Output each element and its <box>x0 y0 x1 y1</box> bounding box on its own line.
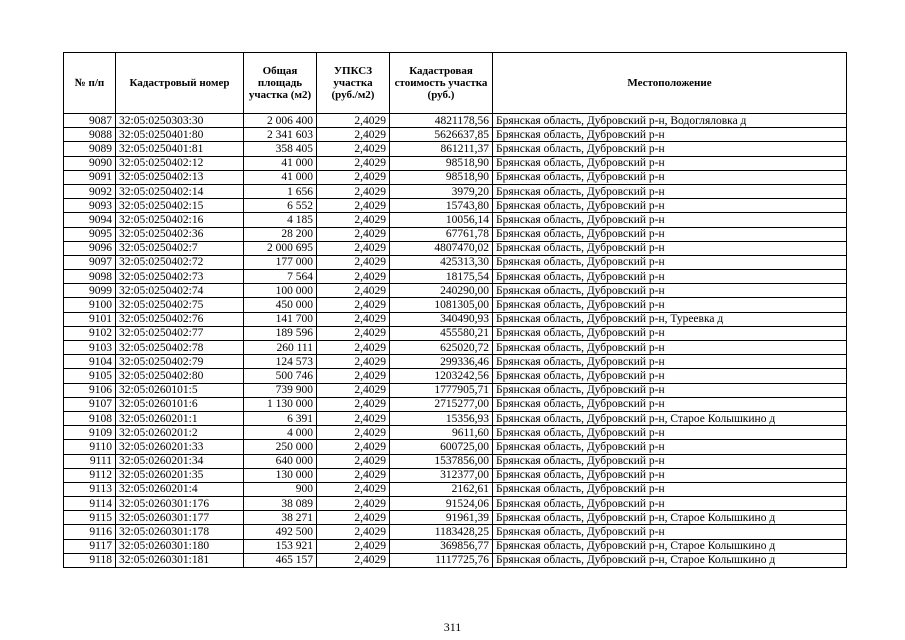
cell-cadastral-number: 32:05:0250303:30 <box>116 114 244 128</box>
header-cadastral-number: Кадастровый номер <box>116 53 244 114</box>
cell-location: Брянская область, Дубровский р-н, Старое Колышкино д <box>493 411 847 425</box>
cell-area: 640 000 <box>244 454 317 468</box>
table-row <box>64 539 847 553</box>
cell-row-number: 9101 <box>64 312 116 326</box>
cell-upksz: 2,4029 <box>317 369 390 383</box>
cell-location: Брянская область, Дубровский р-н <box>493 255 847 269</box>
cell-location: Брянская область, Дубровский р-н <box>493 326 847 340</box>
cell-location: Брянская область, Дубровский р-н <box>493 397 847 411</box>
cell-location: Брянская область, Дубровский р-н <box>493 241 847 255</box>
cell-location: Брянская область, Дубровский р-н <box>493 369 847 383</box>
cell-upksz: 2,4029 <box>317 114 390 128</box>
cell-cadastral-cost: 18175,54 <box>390 270 493 284</box>
table-row <box>64 454 847 468</box>
cell-cadastral-number: 32:05:0250402:76 <box>116 312 244 326</box>
cell-row-number: 9113 <box>64 482 116 496</box>
cell-row-number: 9107 <box>64 397 116 411</box>
cell-upksz: 2,4029 <box>317 199 390 213</box>
cell-upksz: 2,4029 <box>317 454 390 468</box>
table-row <box>64 284 847 298</box>
cell-row-number: 9108 <box>64 411 116 425</box>
cell-area: 28 200 <box>244 227 317 241</box>
cell-upksz: 2,4029 <box>317 241 390 255</box>
cell-cadastral-cost: 2715277,00 <box>390 397 493 411</box>
table-row <box>64 213 847 227</box>
table-row <box>64 411 847 425</box>
cell-cadastral-cost: 425313,30 <box>390 255 493 269</box>
cell-cadastral-cost: 9611,60 <box>390 426 493 440</box>
cell-upksz: 2,4029 <box>317 411 390 425</box>
cell-location: Брянская область, Дубровский р-н <box>493 482 847 496</box>
cell-upksz: 2,4029 <box>317 184 390 198</box>
cell-area: 6 391 <box>244 411 317 425</box>
cell-area: 1 656 <box>244 184 317 198</box>
cell-cadastral-number: 32:05:0260301:176 <box>116 497 244 511</box>
cell-row-number: 9111 <box>64 454 116 468</box>
cell-row-number: 9092 <box>64 184 116 198</box>
table-row <box>64 241 847 255</box>
table-row <box>64 397 847 411</box>
cell-cadastral-number: 32:05:0250402:36 <box>116 227 244 241</box>
cell-cadastral-cost: 98518,90 <box>390 170 493 184</box>
cell-cadastral-number: 32:05:0260201:4 <box>116 482 244 496</box>
cell-cadastral-cost: 1203242,56 <box>390 369 493 383</box>
cell-cadastral-cost: 312377,00 <box>390 468 493 482</box>
cell-upksz: 2,4029 <box>317 312 390 326</box>
cell-row-number: 9098 <box>64 270 116 284</box>
table-row <box>64 156 847 170</box>
cell-area: 492 500 <box>244 525 317 539</box>
table-body <box>64 114 847 568</box>
cell-cadastral-number: 32:05:0260301:177 <box>116 511 244 525</box>
cell-cadastral-cost: 15356,93 <box>390 411 493 425</box>
cell-row-number: 9110 <box>64 440 116 454</box>
cell-upksz: 2,4029 <box>317 298 390 312</box>
cell-row-number: 9096 <box>64 241 116 255</box>
cell-cadastral-cost: 1081305,00 <box>390 298 493 312</box>
table-row <box>64 525 847 539</box>
cell-upksz: 2,4029 <box>317 284 390 298</box>
cell-cadastral-number: 32:05:0260301:180 <box>116 539 244 553</box>
cell-area: 500 746 <box>244 369 317 383</box>
cell-upksz: 2,4029 <box>317 553 390 567</box>
cell-cadastral-number: 32:05:0250402:75 <box>116 298 244 312</box>
cell-row-number: 9112 <box>64 468 116 482</box>
table-row <box>64 312 847 326</box>
cell-location: Брянская область, Дубровский р-н <box>493 170 847 184</box>
cell-upksz: 2,4029 <box>317 383 390 397</box>
cell-area: 450 000 <box>244 298 317 312</box>
cell-location: Брянская область, Дубровский р-н <box>493 298 847 312</box>
table-row <box>64 270 847 284</box>
cell-row-number: 9117 <box>64 539 116 553</box>
cell-row-number: 9091 <box>64 170 116 184</box>
cell-cadastral-number: 32:05:0260201:34 <box>116 454 244 468</box>
page-number: 311 <box>443 620 462 634</box>
cell-cadastral-number: 32:05:0260301:178 <box>116 525 244 539</box>
cell-cadastral-cost: 625020,72 <box>390 341 493 355</box>
cell-cadastral-number: 32:05:0250402:73 <box>116 270 244 284</box>
cell-upksz: 2,4029 <box>317 227 390 241</box>
cell-upksz: 2,4029 <box>317 341 390 355</box>
cell-cadastral-cost: 299336,46 <box>390 355 493 369</box>
cell-area: 900 <box>244 482 317 496</box>
cell-cadastral-number: 32:05:0250402:78 <box>116 341 244 355</box>
cell-cadastral-number: 32:05:0250402:15 <box>116 199 244 213</box>
cell-location: Брянская область, Дубровский р-н <box>493 383 847 397</box>
cell-cadastral-number: 32:05:0250401:80 <box>116 128 244 142</box>
cell-cadastral-number: 32:05:0250402:13 <box>116 170 244 184</box>
cell-location: Брянская область, Дубровский р-н <box>493 227 847 241</box>
header-location: Местоположение <box>493 53 847 114</box>
cell-row-number: 9116 <box>64 525 116 539</box>
cell-row-number: 9090 <box>64 156 116 170</box>
cell-row-number: 9115 <box>64 511 116 525</box>
cell-upksz: 2,4029 <box>317 539 390 553</box>
cell-cadastral-cost: 1183428,25 <box>390 525 493 539</box>
cell-area: 2 000 695 <box>244 241 317 255</box>
cell-area: 739 900 <box>244 383 317 397</box>
cell-row-number: 9103 <box>64 341 116 355</box>
cell-area: 41 000 <box>244 170 317 184</box>
table-row <box>64 170 847 184</box>
cell-row-number: 9099 <box>64 284 116 298</box>
cell-upksz: 2,4029 <box>317 482 390 496</box>
cell-row-number: 9094 <box>64 213 116 227</box>
cell-row-number: 9109 <box>64 426 116 440</box>
cell-location: Брянская область, Дубровский р-н <box>493 355 847 369</box>
cell-cadastral-cost: 455580,21 <box>390 326 493 340</box>
cadastral-table <box>63 52 847 568</box>
table-row <box>64 128 847 142</box>
cell-cadastral-cost: 98518,90 <box>390 156 493 170</box>
cell-upksz: 2,4029 <box>317 142 390 156</box>
table-row <box>64 298 847 312</box>
cell-area: 358 405 <box>244 142 317 156</box>
table-row <box>64 440 847 454</box>
cell-cadastral-cost: 15743,80 <box>390 199 493 213</box>
cell-cadastral-cost: 5626637,85 <box>390 128 493 142</box>
table-row <box>64 553 847 567</box>
cell-cadastral-cost: 3979,20 <box>390 184 493 198</box>
cell-cadastral-cost: 1777905,71 <box>390 383 493 397</box>
cell-upksz: 2,4029 <box>317 426 390 440</box>
cell-location: Брянская область, Дубровский р-н <box>493 156 847 170</box>
cell-upksz: 2,4029 <box>317 255 390 269</box>
table-row <box>64 482 847 496</box>
cell-area: 1 130 000 <box>244 397 317 411</box>
cell-cadastral-cost: 4821178,56 <box>390 114 493 128</box>
cell-cadastral-number: 32:05:0260101:6 <box>116 397 244 411</box>
cell-area: 41 000 <box>244 156 317 170</box>
cell-cadastral-number: 32:05:0250402:80 <box>116 369 244 383</box>
table-row <box>64 426 847 440</box>
table-row <box>64 227 847 241</box>
cell-cadastral-number: 32:05:0250402:72 <box>116 255 244 269</box>
cell-location: Брянская область, Дубровский р-н <box>493 341 847 355</box>
cell-cadastral-number: 32:05:0260201:2 <box>116 426 244 440</box>
cell-location: Брянская область, Дубровский р-н, Старое Колышкино д <box>493 553 847 567</box>
cell-area: 250 000 <box>244 440 317 454</box>
cell-area: 4 000 <box>244 426 317 440</box>
cell-row-number: 9097 <box>64 255 116 269</box>
header-num: № п/п <box>64 53 116 114</box>
cell-cadastral-number: 32:05:0250402:16 <box>116 213 244 227</box>
cell-upksz: 2,4029 <box>317 170 390 184</box>
header-cadastral-cost: Кадастровая стоимость участка (руб.) <box>390 53 493 114</box>
cell-cadastral-cost: 91961,39 <box>390 511 493 525</box>
cell-location: Брянская область, Дубровский р-н, Туреевка д <box>493 312 847 326</box>
table-row <box>64 369 847 383</box>
cell-location: Брянская область, Дубровский р-н <box>493 213 847 227</box>
cell-upksz: 2,4029 <box>317 468 390 482</box>
cell-cadastral-cost: 340490,93 <box>390 312 493 326</box>
cell-location: Брянская область, Дубровский р-н <box>493 199 847 213</box>
cell-area: 177 000 <box>244 255 317 269</box>
table-row <box>64 184 847 198</box>
cell-area: 130 000 <box>244 468 317 482</box>
cell-area: 4 185 <box>244 213 317 227</box>
cell-upksz: 2,4029 <box>317 156 390 170</box>
cell-row-number: 9102 <box>64 326 116 340</box>
cell-cadastral-number: 32:05:0260201:35 <box>116 468 244 482</box>
cell-area: 6 552 <box>244 199 317 213</box>
cell-location: Брянская область, Дубровский р-н <box>493 497 847 511</box>
cell-location: Брянская область, Дубровский р-н, Старое Колышкино д <box>493 511 847 525</box>
cell-row-number: 9089 <box>64 142 116 156</box>
cell-cadastral-cost: 10056,14 <box>390 213 493 227</box>
cell-location: Брянская область, Дубровский р-н <box>493 468 847 482</box>
table-row <box>64 355 847 369</box>
cell-cadastral-cost: 1537856,00 <box>390 454 493 468</box>
cell-location: Брянская область, Дубровский р-н <box>493 454 847 468</box>
cell-upksz: 2,4029 <box>317 440 390 454</box>
cell-upksz: 2,4029 <box>317 355 390 369</box>
cell-area: 189 596 <box>244 326 317 340</box>
table-row <box>64 199 847 213</box>
cell-row-number: 9088 <box>64 128 116 142</box>
cell-area: 465 157 <box>244 553 317 567</box>
cell-cadastral-cost: 861211,37 <box>390 142 493 156</box>
cell-area: 38 271 <box>244 511 317 525</box>
cell-cadastral-cost: 1117725,76 <box>390 553 493 567</box>
cell-area: 124 573 <box>244 355 317 369</box>
cell-cadastral-number: 32:05:0260201:1 <box>116 411 244 425</box>
cell-location: Брянская область, Дубровский р-н <box>493 270 847 284</box>
cell-cadastral-number: 32:05:0250402:7 <box>116 241 244 255</box>
cell-location: Брянская область, Дубровский р-н <box>493 284 847 298</box>
cell-cadastral-cost: 2162,61 <box>390 482 493 496</box>
cell-cadastral-number: 32:05:0260301:181 <box>116 553 244 567</box>
cell-cadastral-cost: 91524,06 <box>390 497 493 511</box>
cell-row-number: 9100 <box>64 298 116 312</box>
cell-row-number: 9087 <box>64 114 116 128</box>
cell-cadastral-cost: 600725,00 <box>390 440 493 454</box>
cell-cadastral-number: 32:05:0250402:77 <box>116 326 244 340</box>
cell-area: 38 089 <box>244 497 317 511</box>
cell-upksz: 2,4029 <box>317 397 390 411</box>
cell-location: Брянская область, Дубровский р-н, Водогляловка д <box>493 114 847 128</box>
cell-location: Брянская область, Дубровский р-н <box>493 142 847 156</box>
cell-upksz: 2,4029 <box>317 326 390 340</box>
table-header-row <box>64 53 847 114</box>
table-row <box>64 468 847 482</box>
cell-row-number: 9118 <box>64 553 116 567</box>
cell-area: 153 921 <box>244 539 317 553</box>
table-row <box>64 114 847 128</box>
cell-upksz: 2,4029 <box>317 525 390 539</box>
table-row <box>64 511 847 525</box>
cell-cadastral-cost: 240290,00 <box>390 284 493 298</box>
cell-cadastral-number: 32:05:0260101:5 <box>116 383 244 397</box>
table-row <box>64 142 847 156</box>
cell-cadastral-number: 32:05:0250402:12 <box>116 156 244 170</box>
cell-area: 141 700 <box>244 312 317 326</box>
cell-area: 2 341 603 <box>244 128 317 142</box>
cell-location: Брянская область, Дубровский р-н, Старое Колышкино д <box>493 539 847 553</box>
cell-upksz: 2,4029 <box>317 128 390 142</box>
cell-location: Брянская область, Дубровский р-н <box>493 426 847 440</box>
cell-cadastral-cost: 369856,77 <box>390 539 493 553</box>
cell-area: 2 006 400 <box>244 114 317 128</box>
cell-row-number: 9106 <box>64 383 116 397</box>
cell-area: 100 000 <box>244 284 317 298</box>
cell-row-number: 9105 <box>64 369 116 383</box>
cell-row-number: 9104 <box>64 355 116 369</box>
cell-cadastral-number: 32:05:0250402:79 <box>116 355 244 369</box>
table-row <box>64 497 847 511</box>
cell-area: 7 564 <box>244 270 317 284</box>
cell-upksz: 2,4029 <box>317 497 390 511</box>
cell-cadastral-number: 32:05:0250402:14 <box>116 184 244 198</box>
table-row <box>64 383 847 397</box>
cell-upksz: 2,4029 <box>317 270 390 284</box>
header-area: Общая площадь участка (м2) <box>244 53 317 114</box>
cell-upksz: 2,4029 <box>317 213 390 227</box>
cell-cadastral-number: 32:05:0250402:74 <box>116 284 244 298</box>
cell-cadastral-cost: 4807470,02 <box>390 241 493 255</box>
cell-location: Брянская область, Дубровский р-н <box>493 525 847 539</box>
cell-cadastral-number: 32:05:0260201:33 <box>116 440 244 454</box>
header-upksz: УПКСЗ участка (руб./м2) <box>317 53 390 114</box>
cell-cadastral-number: 32:05:0250401:81 <box>116 142 244 156</box>
cell-row-number: 9093 <box>64 199 116 213</box>
cell-row-number: 9114 <box>64 497 116 511</box>
table-row <box>64 341 847 355</box>
cell-location: Брянская область, Дубровский р-н <box>493 184 847 198</box>
table-row <box>64 255 847 269</box>
cell-upksz: 2,4029 <box>317 511 390 525</box>
cell-location: Брянская область, Дубровский р-н <box>493 128 847 142</box>
cell-location: Брянская область, Дубровский р-н <box>493 440 847 454</box>
cell-cadastral-cost: 67761,78 <box>390 227 493 241</box>
cell-row-number: 9095 <box>64 227 116 241</box>
table-row <box>64 326 847 340</box>
cell-area: 260 111 <box>244 341 317 355</box>
